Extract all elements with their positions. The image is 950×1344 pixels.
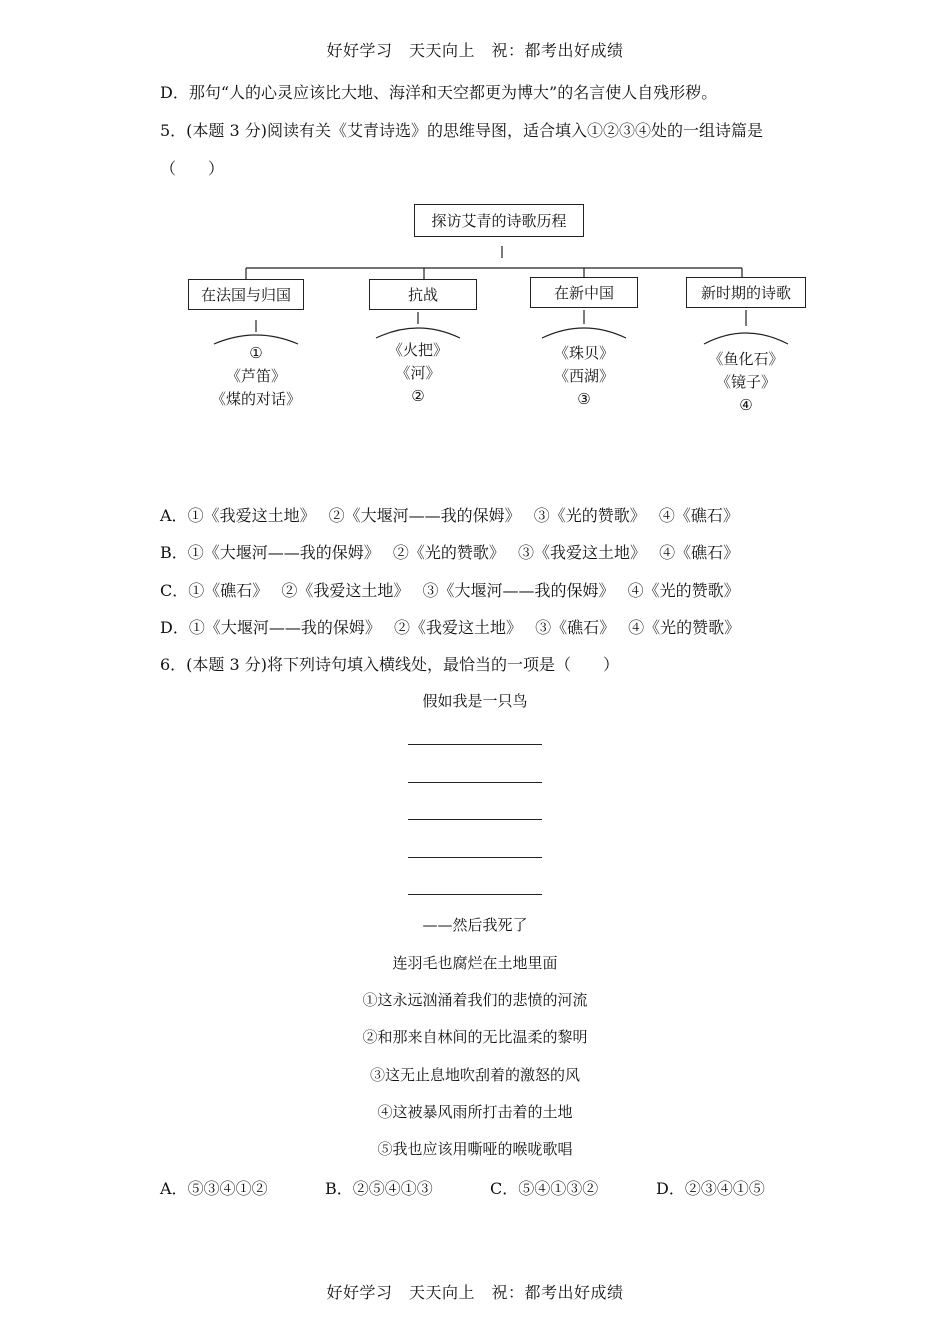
prev-option-d: D．那句“人的心灵应该比大地、海洋和天空都更为博大”的名言使人自残形秽。	[160, 83, 718, 102]
branch-2-item: ②	[411, 387, 425, 405]
branch-4-item: 《镜子》	[715, 373, 776, 391]
option-part: ②《我爱这土地》	[281, 581, 410, 600]
poem-choice-line: ⑤我也应该用嘶哑的喉咙歌唱	[377, 1140, 573, 1158]
poem-blank-5	[408, 894, 542, 895]
q5-stem: 5．(本题 3 分)阅读有关《艾青诗选》的思维导图，适合填入①②③④处的一组诗篇是	[160, 121, 764, 140]
option-part: ③《大堰河——我的保姆》	[422, 581, 615, 600]
q6-option-c	[490, 1176, 598, 1199]
q6-option-a	[160, 1176, 268, 1199]
branch-1-item: 《煤的对话》	[210, 390, 301, 408]
branch-1-items	[196, 342, 316, 411]
q5-option-c	[160, 578, 740, 601]
option-part: ②《我爱这土地》	[393, 618, 522, 637]
option-part: ②《大堰河——我的保姆》	[328, 506, 521, 525]
branch-2-items	[358, 339, 478, 408]
q5-option-d	[160, 615, 740, 638]
poem-after-line-1: ——然后我死了	[422, 916, 528, 934]
option-part: ④《光的赞歌》	[627, 581, 740, 600]
branch-4-item: ④	[739, 396, 753, 414]
option-part: ①《我爱这土地》	[187, 506, 316, 525]
poem-blank-3	[408, 819, 542, 820]
option-part: ③《光的赞歌》	[533, 506, 646, 525]
poem-choice-line: ④这被暴风雨所打击着的土地	[377, 1103, 573, 1121]
option-part: ③《我爱这土地》	[517, 543, 646, 562]
option-letter: A．	[160, 1179, 188, 1198]
option-part: ①《大堰河——我的保姆》	[188, 618, 381, 637]
poem-choice-line: ①这永远汹涌着我们的悲愤的河流	[362, 991, 588, 1009]
mindmap-root: 探访艾青的诗歌历程	[414, 204, 584, 237]
option-letter: D．	[656, 1179, 685, 1198]
branch-4-items	[686, 348, 806, 417]
option-letter: A．	[160, 506, 188, 525]
branch-4-item: 《鱼化石》	[708, 350, 784, 368]
q6-stem: 6．(本题 3 分)将下列诗句填入横线处，最恰当的一项是（ ）	[160, 655, 620, 674]
arc-3	[542, 328, 626, 338]
option-letter: B．	[160, 543, 188, 562]
branch-3-box: 在新中国	[530, 277, 638, 308]
branch-2-item: 《河》	[395, 364, 441, 382]
q5-option-a	[160, 503, 739, 526]
option-value: ⑤④①③②	[518, 1179, 599, 1198]
poem-choice-line: ②和那来自林间的无比温柔的黎明	[362, 1028, 588, 1046]
q6-option-b	[325, 1176, 433, 1199]
poem-blank-4	[408, 857, 542, 858]
poem-blank-1	[408, 744, 542, 745]
option-letter: C．	[490, 1179, 519, 1198]
q5-answer-paren: （ ）	[160, 159, 225, 178]
option-letter: B．	[325, 1179, 353, 1198]
page-header: 好好学习 天天向上 祝：都考出好成绩	[326, 41, 624, 60]
option-part: ①《礁石》	[188, 581, 269, 600]
branch-2-box: 抗战	[369, 279, 477, 310]
branch-1-item: 《芦笛》	[225, 367, 286, 385]
branch-3-item: 《西湖》	[553, 367, 614, 385]
branch-1-box: 在法国与归国	[188, 279, 304, 310]
option-part: ④《礁石》	[658, 506, 739, 525]
branch-4-box: 新时期的诗歌	[686, 277, 806, 308]
branch-2-item: 《火把》	[387, 341, 448, 359]
option-letter: D．	[160, 618, 189, 637]
branch-3-items	[524, 342, 644, 411]
option-part: ③《礁石》	[535, 618, 616, 637]
option-part: ①《大堰河——我的保姆》	[187, 543, 380, 562]
arc-2	[376, 328, 460, 338]
option-value: ⑤③④①②	[187, 1179, 268, 1198]
option-value: ②⑤④①③	[352, 1179, 433, 1198]
poem-after-line-2: 连羽毛也腐烂在土地里面	[392, 954, 558, 972]
option-part: ④《光的赞歌》	[628, 618, 741, 637]
branch-1-item: ①	[249, 344, 263, 362]
poem-blank-2	[408, 782, 542, 783]
option-part: ④《礁石》	[659, 543, 740, 562]
option-part: ②《光的赞歌》	[392, 543, 505, 562]
branch-3-item: 《珠贝》	[553, 344, 614, 362]
option-value: ②③④①⑤	[684, 1179, 765, 1198]
option-letter: C．	[160, 581, 189, 600]
page-footer: 好好学习 天天向上 祝：都考出好成绩	[326, 1283, 624, 1302]
arc-4	[704, 333, 788, 344]
poem-choice-line: ③这无止息地吹刮着的激怒的风	[369, 1066, 580, 1084]
poem-first-line: 假如我是一只鸟	[422, 692, 528, 710]
q6-option-d	[656, 1176, 765, 1199]
q5-option-b	[160, 540, 739, 563]
branch-3-item: ③	[577, 390, 591, 408]
